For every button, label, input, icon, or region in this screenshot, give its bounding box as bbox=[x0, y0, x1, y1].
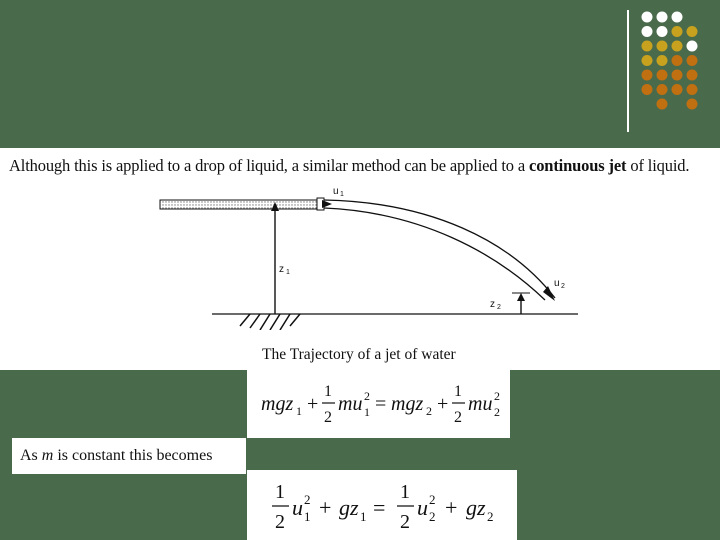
decorative-dot bbox=[687, 26, 698, 37]
svg-text:1: 1 bbox=[454, 383, 462, 400]
svg-text:1: 1 bbox=[286, 269, 290, 276]
decorative-dot bbox=[657, 84, 668, 95]
svg-text:2: 2 bbox=[400, 511, 410, 533]
svg-text:2: 2 bbox=[487, 509, 494, 524]
svg-text:u: u bbox=[292, 495, 303, 520]
decorative-dot bbox=[642, 26, 653, 37]
svg-text:1: 1 bbox=[400, 481, 410, 503]
decorative-dot bbox=[672, 12, 683, 23]
svg-text:mu: mu bbox=[468, 393, 493, 415]
decorative-divider-line bbox=[627, 10, 629, 132]
svg-text:gz: gz bbox=[339, 495, 359, 520]
svg-text:z: z bbox=[279, 264, 284, 275]
svg-text:2: 2 bbox=[324, 409, 332, 426]
decorative-dot bbox=[687, 99, 698, 110]
decorative-dot bbox=[672, 70, 683, 81]
svg-text:mgz: mgz bbox=[261, 393, 294, 415]
decorative-dot-grid bbox=[640, 10, 712, 120]
label-z2 bbox=[490, 299, 501, 311]
svg-text:u: u bbox=[417, 495, 428, 520]
svg-text:+: + bbox=[307, 393, 319, 415]
decorative-dot bbox=[672, 84, 683, 95]
decorative-dot bbox=[672, 41, 683, 52]
equation1 bbox=[247, 370, 510, 438]
svg-text:1: 1 bbox=[275, 481, 285, 503]
diagram-caption: The Trajectory of a jet of water bbox=[262, 346, 456, 363]
svg-text:2: 2 bbox=[429, 509, 436, 524]
decorative-dot bbox=[642, 70, 653, 81]
note-text bbox=[20, 447, 212, 465]
decorative-dot bbox=[687, 84, 698, 95]
z2-arrowhead bbox=[517, 293, 525, 301]
label-u2 bbox=[554, 278, 565, 290]
svg-text:2: 2 bbox=[494, 389, 500, 403]
decorative-dot bbox=[687, 55, 698, 66]
svg-text:+: + bbox=[319, 495, 332, 520]
ground-hatching bbox=[240, 314, 300, 330]
svg-text:1: 1 bbox=[296, 404, 302, 418]
decorative-dot bbox=[657, 41, 668, 52]
jet-trajectory-diagram bbox=[150, 180, 590, 330]
jet-lower-edge bbox=[324, 208, 545, 300]
svg-text:=: = bbox=[375, 393, 387, 415]
svg-text:mu: mu bbox=[338, 393, 363, 415]
intro-text: Although this is applied to a drop of liquid, a similar method can be applied to a bbox=[9, 156, 530, 175]
decorative-dot bbox=[672, 26, 683, 37]
svg-text:2: 2 bbox=[304, 492, 311, 507]
decorative-dot bbox=[642, 12, 653, 23]
svg-text:1: 1 bbox=[324, 383, 332, 400]
svg-text:1: 1 bbox=[360, 509, 367, 524]
svg-text:z: z bbox=[490, 299, 495, 310]
label-z1 bbox=[279, 264, 290, 276]
nozzle-pipe bbox=[160, 200, 320, 209]
svg-text:1: 1 bbox=[340, 191, 344, 198]
decorative-dot bbox=[642, 55, 653, 66]
svg-text:u: u bbox=[554, 278, 560, 289]
note-prefix: As bbox=[20, 447, 42, 464]
decorative-dot bbox=[687, 70, 698, 81]
equation2 bbox=[247, 470, 517, 540]
svg-text:2: 2 bbox=[454, 409, 462, 426]
flow-arrow bbox=[322, 200, 332, 208]
decorative-dot bbox=[672, 55, 683, 66]
svg-text:2: 2 bbox=[426, 404, 432, 418]
decorative-dot bbox=[642, 84, 653, 95]
svg-text:2: 2 bbox=[561, 283, 565, 290]
label-u1 bbox=[333, 186, 344, 198]
svg-text:1: 1 bbox=[304, 509, 311, 524]
intro-text-end: of liquid. bbox=[626, 156, 690, 175]
decorative-dot bbox=[657, 99, 668, 110]
decorative-dot bbox=[657, 70, 668, 81]
svg-text:2: 2 bbox=[497, 304, 501, 311]
decorative-dot bbox=[642, 41, 653, 52]
svg-text:+: + bbox=[445, 495, 458, 520]
note-variable: m bbox=[41, 447, 54, 464]
svg-text:2: 2 bbox=[429, 492, 436, 507]
svg-text:u: u bbox=[333, 186, 339, 197]
svg-text:mgz: mgz bbox=[391, 393, 424, 415]
svg-text:=: = bbox=[373, 495, 386, 520]
decorative-dot bbox=[657, 55, 668, 66]
svg-text:gz: gz bbox=[466, 495, 486, 520]
intro-sentence bbox=[9, 156, 720, 176]
jet-upper-edge bbox=[324, 200, 555, 298]
svg-text:2: 2 bbox=[494, 405, 500, 419]
svg-text:+: + bbox=[437, 393, 449, 415]
decorative-dot bbox=[657, 12, 668, 23]
decorative-dot bbox=[687, 41, 698, 52]
svg-text:2: 2 bbox=[275, 511, 285, 533]
note-suffix: is constant this becomes bbox=[53, 447, 213, 464]
intro-bold-text: continuous jet bbox=[529, 156, 627, 175]
decorative-dot bbox=[657, 26, 668, 37]
svg-text:2: 2 bbox=[364, 389, 370, 403]
svg-text:1: 1 bbox=[364, 405, 370, 419]
